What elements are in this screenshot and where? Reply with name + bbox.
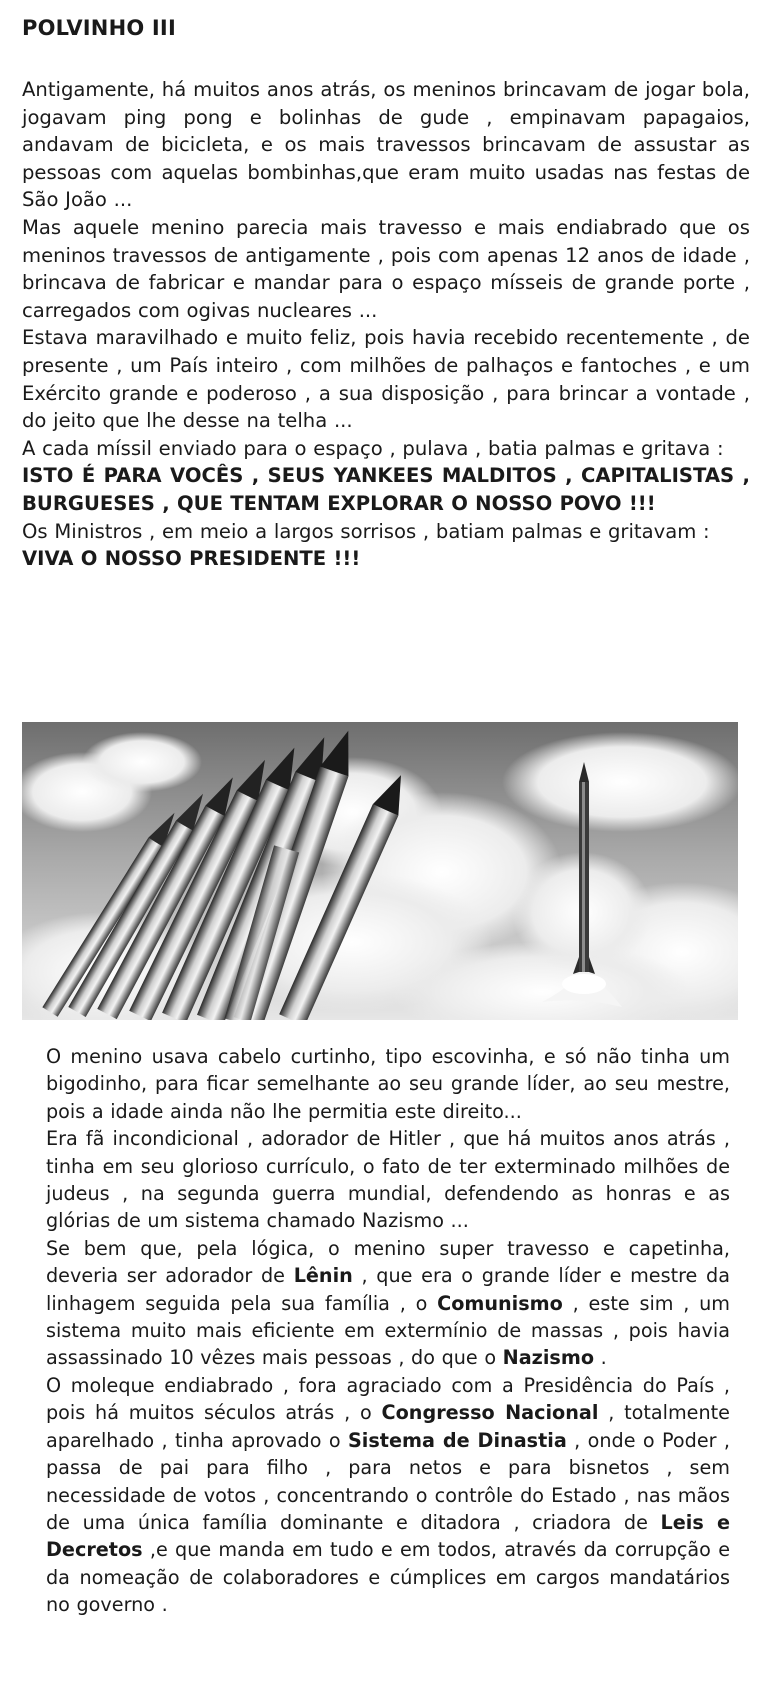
paragraph: A cada míssil enviado para o espaço , pulava , batia palmas e gritava : (22, 436, 724, 460)
text-run: ,e que manda em tudo e em todos, através da corrupção e da nomeação de colaboradores e cúmplices em cargos mandatários no governo . (46, 1538, 730, 1617)
text-run: O moleque endiabrado , fora agraciado com a Presidência do País , pois há muitos séculos atrás , o (46, 1373, 730, 1425)
paragraph: O menino usava cabelo curtinho, tipo escovinha, e só não tinha um bigodinho, para ficar semelhante ao seu grande líder, ao seu mestre, pois a idade ainda não lhe permitia este direito... (46, 1045, 730, 1123)
bold-term-comunismo: Comunismo (437, 1291, 563, 1315)
paragraph: Os Ministros , em meio a largos sorrisos , batiam palmas e gritavam : (22, 519, 710, 543)
bold-term-congresso: Congresso Nacional (381, 1401, 599, 1425)
shout-quote: ISTO É PARA VOCÊS , SEUS YANKEES MALDITOS , CAPITALISTAS , BURGUESES , QUE TENTAM EXPLORAR O NOSSO POVO !!! (22, 464, 750, 515)
bold-term-leis: Leis e Decretos (46, 1510, 730, 1562)
text-run: , que era o grande líder e mestre da linhagem seguida pela sua família , o (46, 1264, 730, 1315)
page-title: POLVINHO III (22, 16, 176, 40)
bold-term-nazismo: Nazismo (502, 1346, 595, 1370)
paragraph-dinastia (46, 1372, 730, 1619)
text-run: . (594, 1346, 607, 1370)
text-run: , este sim , um sistema muito mais eficiente em extermínio de massas , pois havia assassinado 10 vêzes mais pessoas , do que o (46, 1291, 730, 1370)
missiles-illustration (22, 722, 738, 1020)
main-text-column (46, 1043, 730, 1619)
paragraph: Antigamente, há muitos anos atrás, os meninos brincavam de jogar bola, jogavam ping pong e bolinhas de gude , empinavam papagaios, andavam de bicicleta, e os mais travessos brincavam de assustar as pessoas com aquelas bombinhas,que eram muito usadas nas festas de São João ... (22, 78, 750, 212)
bold-term-lenin: Lênin (293, 1264, 353, 1288)
text-run: , totalmente aparelhado , tinha aprovado o (46, 1401, 730, 1452)
bold-term-dinastia: Sistema de Dinastia (347, 1428, 567, 1452)
text-run: Se bem que, pela lógica, o menino super travesso e capetinha, deveria ser adorador de (46, 1236, 730, 1288)
text-run: , onde o Poder , passa de pai para filho , para netos e para bisnetos , sem necessidade de votos , concentrando o contrôle do Estado , nas mãos de uma única família dominante e ditadora , criadora de (46, 1428, 730, 1534)
intro-text-column (22, 76, 750, 573)
paragraph: Estava maravilhado e muito feliz, pois havia recebido recentemente , de presente , um País inteiro , com milhões de palhaços e fantoches , e um Exército grande e poderoso , a sua disposição , para brincar a vontade , do jeito que lhe desse na telha ... (22, 326, 750, 433)
paragraph: Mas aquele menino parecia mais travesso e mais endiabrado que os meninos travessos de antigamente , pois com apenas 12 anos de idade , brincava de fabricar e mandar para o espaço mísseis de grande porte , carregados com ogivas nucleares ... (22, 215, 750, 322)
paragraph: Era fã incondicional , adorador de Hitler , que há muitos anos atrás , tinha em seu glorioso currículo, o fato de ter exterminado milhões de judeus , na segunda guerra mundial, defendendo as honras e as glórias de um sistema chamado Nazismo ... (46, 1127, 730, 1233)
shout-quote: VIVA O NOSSO PRESIDENTE !!! (22, 547, 361, 571)
paragraph-comunismo (46, 1235, 730, 1372)
